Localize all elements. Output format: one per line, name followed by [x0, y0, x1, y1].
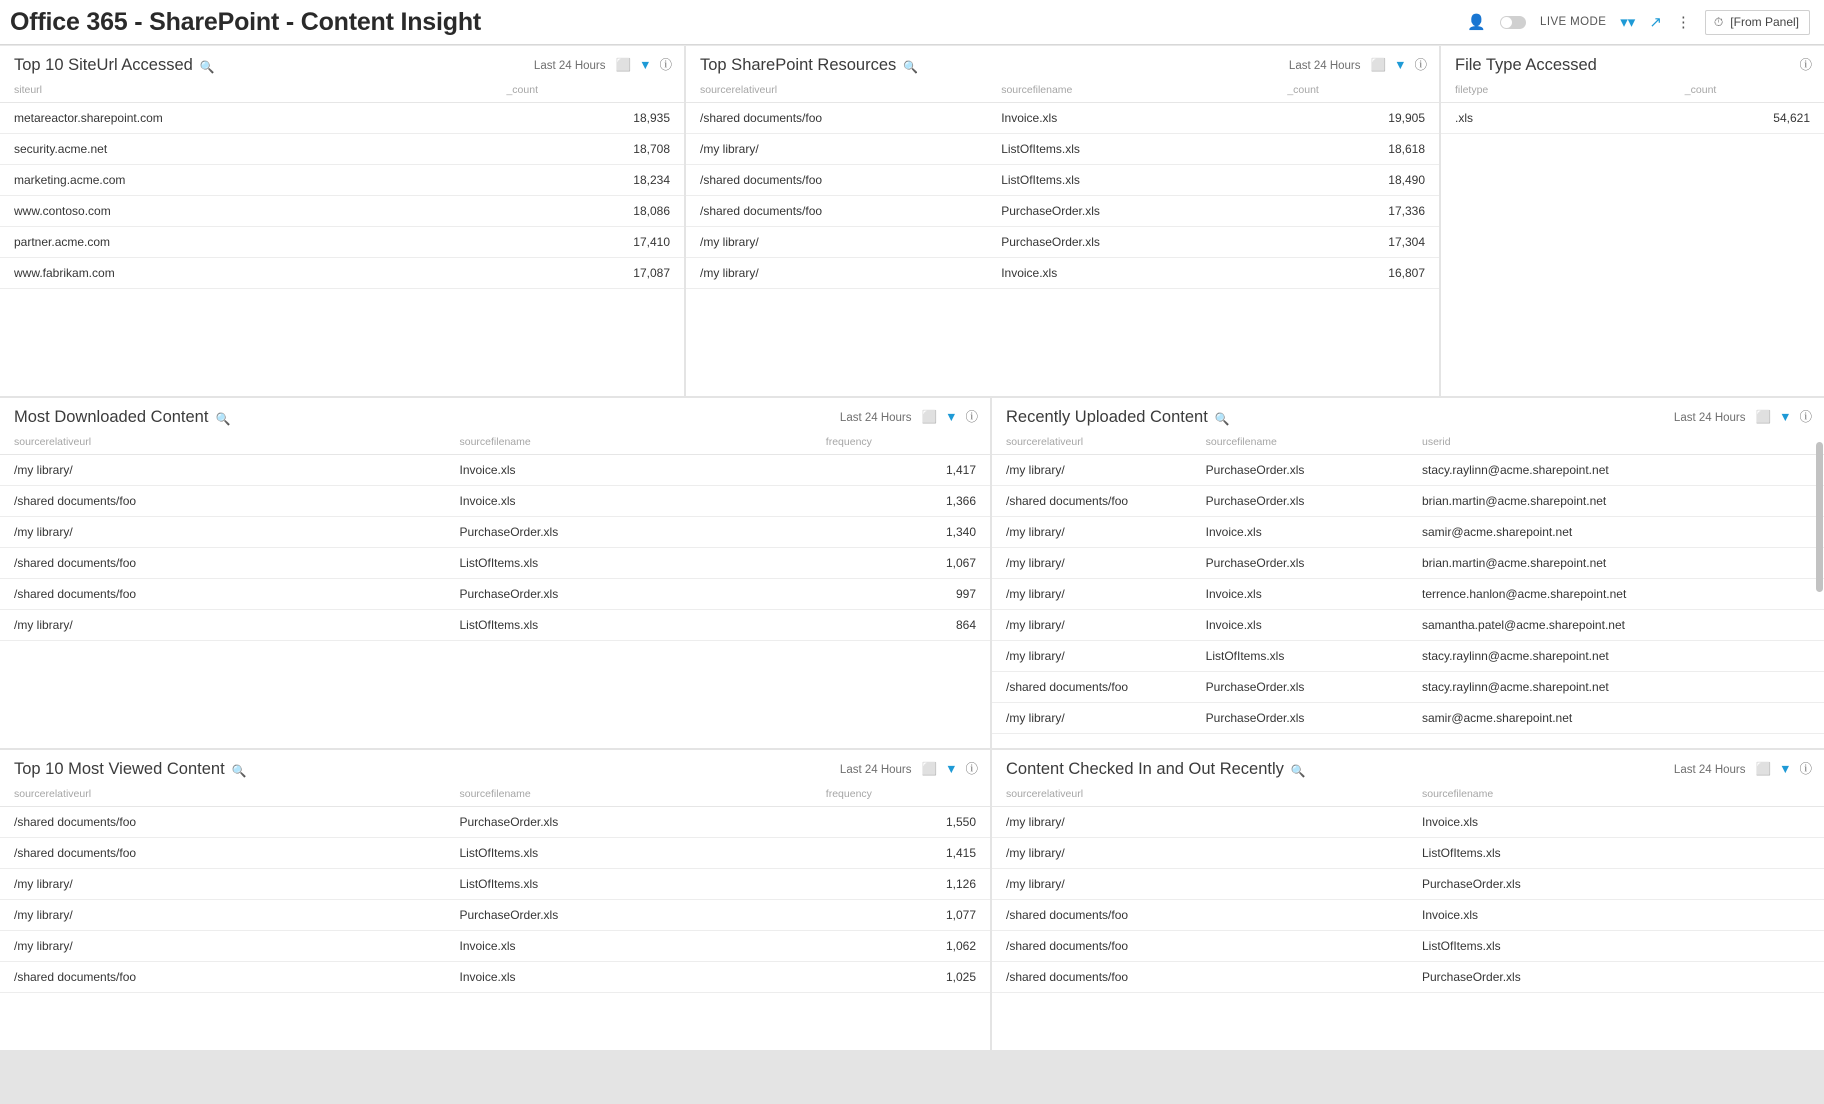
- column-header-sourcefilename[interactable]: sourcefilename: [1192, 433, 1408, 455]
- panel-header: [0, 750, 990, 785]
- most-viewed-table: [0, 785, 990, 993]
- search-icon[interactable]: 🔍: [1214, 411, 1230, 426]
- cell-userid: terrence.hanlon@acme.sharepoint.net: [1408, 579, 1824, 610]
- cell-userid: brian.martin@acme.sharepoint.net: [1408, 486, 1824, 517]
- table-header-row: [0, 785, 990, 807]
- cell-frequency: 1,025: [812, 962, 990, 993]
- table-row[interactable]: [992, 931, 1824, 962]
- cell-count: 18,234: [492, 165, 684, 196]
- table-row[interactable]: [0, 610, 990, 641]
- panel-header-actions: [1674, 763, 1812, 776]
- most-downloaded-table: [0, 433, 990, 641]
- cell-url: /my library/: [992, 869, 1408, 900]
- column-header-filetype[interactable]: filetype: [1441, 81, 1671, 103]
- table-row[interactable]: [686, 196, 1439, 227]
- column-header-count[interactable]: _count: [492, 81, 684, 103]
- cell-count: 17,336: [1273, 196, 1439, 227]
- panel-title: Recently Uploaded Content: [1006, 408, 1208, 426]
- cell-frequency: 1,550: [812, 807, 990, 838]
- table-row[interactable]: [0, 258, 684, 289]
- cell-filename: PurchaseOrder.xls: [446, 900, 812, 931]
- open-in-new-icon[interactable]: ⬜: [921, 410, 938, 425]
- cell-siteurl: marketing.acme.com: [0, 165, 492, 196]
- cell-filename: Invoice.xls: [446, 455, 812, 486]
- table-row[interactable]: [992, 962, 1824, 993]
- cell-url: /shared documents/foo: [0, 962, 446, 993]
- panel-header-actions: [840, 411, 978, 424]
- open-in-new-icon[interactable]: ⬜: [921, 762, 938, 777]
- table-row[interactable]: [686, 103, 1439, 134]
- cell-filename: PurchaseOrder.xls: [987, 196, 1273, 227]
- cell-filename: ListOfItems.xls: [987, 134, 1273, 165]
- cell-filetype: .xls: [1441, 103, 1671, 134]
- cell-siteurl: metareactor.sharepoint.com: [0, 103, 492, 134]
- cell-filename: ListOfItems.xls: [446, 610, 812, 641]
- cell-url: /my library/: [992, 548, 1192, 579]
- panel-timerange: Last 24 Hours: [839, 411, 912, 424]
- search-icon[interactable]: 🔍: [903, 59, 919, 74]
- cell-frequency: 1,067: [812, 548, 990, 579]
- cell-url: /my library/: [992, 838, 1408, 869]
- cell-filename: Invoice.xls: [446, 931, 812, 962]
- live-mode-label: LIVE MODE: [1540, 16, 1607, 28]
- cell-url: /my library/: [992, 641, 1192, 672]
- filter-icon[interactable]: ▼: [945, 410, 958, 425]
- cell-url: /shared documents/foo: [992, 672, 1192, 703]
- cell-frequency: 1,062: [812, 931, 990, 962]
- panel-title: Most Downloaded Content: [14, 408, 209, 426]
- info-icon[interactable]: ⓘ: [1799, 410, 1812, 425]
- resources-table: [686, 81, 1439, 289]
- panel-title: Top SharePoint Resources: [700, 56, 897, 74]
- cell-filename: Invoice.xls: [1192, 517, 1408, 548]
- panel-header: [992, 750, 1824, 785]
- cell-filename: PurchaseOrder.xls: [1192, 548, 1408, 579]
- cell-filename: PurchaseOrder.xls: [446, 579, 812, 610]
- search-icon[interactable]: 🔍: [215, 411, 231, 426]
- cell-filename: ListOfItems.xls: [446, 548, 812, 579]
- cell-url: /shared documents/foo: [992, 486, 1192, 517]
- filetype-table: [1441, 81, 1824, 134]
- cell-filename: Invoice.xls: [1408, 900, 1824, 931]
- table-header-row: [1441, 81, 1824, 103]
- cell-filename: PurchaseOrder.xls: [1192, 455, 1408, 486]
- filter-icon[interactable]: ▼: [1779, 410, 1792, 425]
- cell-url: /my library/: [992, 807, 1408, 838]
- cell-url: /my library/: [992, 579, 1192, 610]
- panel-header: [686, 46, 1439, 81]
- cell-filename: Invoice.xls: [987, 258, 1273, 289]
- page-title: Office 365 - SharePoint - Content Insight: [10, 7, 482, 36]
- top-bar-actions: [1467, 10, 1810, 35]
- cell-siteurl: partner.acme.com: [0, 227, 492, 258]
- panel-header: [1441, 46, 1824, 81]
- filter-icon[interactable]: ▼: [945, 762, 958, 777]
- panel-most-downloaded-content: [0, 398, 990, 748]
- filter-icon[interactable]: ▾▾: [1620, 13, 1636, 31]
- cell-url: /shared documents/foo: [0, 486, 446, 517]
- panel-most-viewed-content: [0, 750, 990, 1050]
- clock-icon: ⏱: [1713, 14, 1724, 29]
- column-header-sourcerelativeurl[interactable]: sourcerelativeurl: [0, 785, 446, 807]
- cell-userid: stacy.raylinn@acme.sharepoint.net: [1408, 672, 1824, 703]
- cell-userid: samir@acme.sharepoint.net: [1408, 517, 1824, 548]
- cell-filename: PurchaseOrder.xls: [1408, 869, 1824, 900]
- table-row[interactable]: [992, 838, 1824, 869]
- panel-top-siteurl-accessed: [0, 46, 684, 396]
- table-row[interactable]: [0, 548, 990, 579]
- cell-url: /shared documents/foo: [0, 838, 446, 869]
- cell-url: /shared documents/foo: [992, 931, 1408, 962]
- column-header-count[interactable]: _count: [1671, 81, 1824, 103]
- panel-timerange: Last 24 Hours: [533, 59, 606, 72]
- column-header-frequency[interactable]: frequency: [812, 785, 990, 807]
- panel-header-actions: [1799, 59, 1812, 72]
- cell-url: /my library/: [686, 134, 987, 165]
- time-range-selector[interactable]: [1705, 10, 1810, 35]
- cell-url: /shared documents/foo: [992, 900, 1408, 931]
- column-header-frequency[interactable]: frequency: [812, 433, 990, 455]
- cell-count: 18,708: [492, 134, 684, 165]
- panel-title: Content Checked In and Out Recently: [1006, 760, 1284, 778]
- panel-timerange: Last 24 Hours: [1673, 763, 1746, 776]
- cell-filename: Invoice.xls: [446, 486, 812, 517]
- table-row[interactable]: [992, 672, 1824, 703]
- cell-url: /shared documents/foo: [992, 962, 1408, 993]
- table-row[interactable]: [992, 900, 1824, 931]
- column-header-sourcefilename[interactable]: sourcefilename: [446, 785, 812, 807]
- checked-in-out-table: [992, 785, 1824, 993]
- cell-filename: PurchaseOrder.xls: [446, 807, 812, 838]
- cell-url: /shared documents/foo: [0, 807, 446, 838]
- cell-filename: PurchaseOrder.xls: [1192, 703, 1408, 734]
- cell-count: 18,618: [1273, 134, 1439, 165]
- dashboard: [0, 46, 1824, 1104]
- info-icon[interactable]: ⓘ: [659, 58, 672, 73]
- scrollbar-thumb[interactable]: [1816, 442, 1823, 592]
- cell-url: /my library/: [686, 227, 987, 258]
- cell-filename: Invoice.xls: [1408, 807, 1824, 838]
- open-in-new-icon[interactable]: ⬜: [1755, 762, 1772, 777]
- cell-count: 19,905: [1273, 103, 1439, 134]
- cell-url: /shared documents/foo: [686, 103, 987, 134]
- cell-count: 54,621: [1671, 103, 1824, 134]
- cell-filename: Invoice.xls: [1192, 610, 1408, 641]
- cell-filename: PurchaseOrder.xls: [987, 227, 1273, 258]
- table-row[interactable]: [992, 641, 1824, 672]
- cell-url: /my library/: [0, 455, 446, 486]
- table-row[interactable]: [0, 196, 684, 227]
- filter-icon[interactable]: ▼: [1394, 58, 1407, 73]
- column-header-siteurl[interactable]: siteurl: [0, 81, 492, 103]
- cell-userid: stacy.raylinn@acme.sharepoint.net: [1408, 641, 1824, 672]
- panel-header-actions: [534, 59, 672, 72]
- column-header-count[interactable]: _count: [1273, 81, 1439, 103]
- dashboard-row-1: [0, 46, 1824, 396]
- table-row[interactable]: [0, 227, 684, 258]
- cell-filename: ListOfItems.xls: [446, 869, 812, 900]
- column-header-sourcefilename[interactable]: sourcefilename: [446, 433, 812, 455]
- cell-url: /shared documents/foo: [686, 165, 987, 196]
- open-in-new-icon[interactable]: ⬜: [1370, 58, 1387, 73]
- column-header-userid[interactable]: userid: [1408, 433, 1824, 455]
- table-row[interactable]: [0, 517, 990, 548]
- panel-file-type-accessed: [1441, 46, 1824, 396]
- table-row[interactable]: [0, 579, 990, 610]
- table-row[interactable]: [686, 227, 1439, 258]
- cell-count: 18,935: [492, 103, 684, 134]
- search-icon[interactable]: 🔍: [199, 59, 215, 74]
- panel-header: [0, 46, 684, 81]
- cell-frequency: 1,077: [812, 900, 990, 931]
- cell-filename: PurchaseOrder.xls: [1192, 672, 1408, 703]
- table-row[interactable]: [0, 165, 684, 196]
- panel-content-checked-in-out: [992, 750, 1824, 1050]
- cell-url: /my library/: [992, 610, 1192, 641]
- cell-userid: samantha.patel@acme.sharepoint.net: [1408, 610, 1824, 641]
- cell-filename: ListOfItems.xls: [1192, 641, 1408, 672]
- panel-header-actions: [840, 763, 978, 776]
- filter-icon[interactable]: ▼: [639, 58, 652, 73]
- table-row[interactable]: [0, 807, 990, 838]
- open-in-new-icon[interactable]: ⬜: [615, 58, 632, 73]
- table-row[interactable]: [992, 610, 1824, 641]
- cell-filename: PurchaseOrder.xls: [1192, 486, 1408, 517]
- cell-count: 16,807: [1273, 258, 1439, 289]
- panel-title: Top 10 SiteUrl Accessed: [14, 56, 193, 74]
- table-header-row: [992, 433, 1824, 455]
- column-header-sourcefilename[interactable]: sourcefilename: [1408, 785, 1824, 807]
- more-vertical-icon[interactable]: ⋮: [1675, 13, 1691, 31]
- panel-title: Top 10 Most Viewed Content: [14, 760, 225, 778]
- table-row[interactable]: [0, 455, 990, 486]
- panel-timerange: Last 24 Hours: [1673, 411, 1746, 424]
- table-row[interactable]: [992, 703, 1824, 734]
- cell-count: 17,087: [492, 258, 684, 289]
- cell-userid: brian.martin@acme.sharepoint.net: [1408, 548, 1824, 579]
- panel-top-sharepoint-resources: [686, 46, 1439, 396]
- cell-url: /my library/: [992, 517, 1192, 548]
- panel-header-actions: [1289, 59, 1427, 72]
- cell-siteurl: www.fabrikam.com: [0, 258, 492, 289]
- table-row[interactable]: [992, 579, 1824, 610]
- cell-userid: samir@acme.sharepoint.net: [1408, 703, 1824, 734]
- cell-frequency: 1,366: [812, 486, 990, 517]
- table-header-row: [992, 785, 1824, 807]
- recently-uploaded-table: [992, 433, 1824, 734]
- cell-url: /shared documents/foo: [686, 196, 987, 227]
- column-header-sourcerelativeurl[interactable]: sourcerelativeurl: [992, 785, 1408, 807]
- table-row[interactable]: [0, 962, 990, 993]
- cell-frequency: 1,126: [812, 869, 990, 900]
- cell-frequency: 997: [812, 579, 990, 610]
- cell-filename: ListOfItems.xls: [987, 165, 1273, 196]
- table-row[interactable]: [992, 807, 1824, 838]
- cell-userid: stacy.raylinn@acme.sharepoint.net: [1408, 455, 1824, 486]
- live-mode-toggle[interactable]: [1500, 16, 1526, 29]
- panel-title: File Type Accessed: [1455, 56, 1597, 74]
- cell-url: /my library/: [0, 900, 446, 931]
- open-in-new-icon[interactable]: ⬜: [1755, 410, 1772, 425]
- cell-url: /my library/: [686, 258, 987, 289]
- table-header-row: [686, 81, 1439, 103]
- panel-recently-uploaded-content: [992, 398, 1824, 748]
- cell-filename: Invoice.xls: [1192, 579, 1408, 610]
- cell-filename: ListOfItems.xls: [1408, 838, 1824, 869]
- cell-url: /shared documents/foo: [0, 579, 446, 610]
- cell-count: 17,410: [492, 227, 684, 258]
- cell-siteurl: security.acme.net: [0, 134, 492, 165]
- user-icon[interactable]: 👤: [1467, 13, 1487, 31]
- panel-header: [992, 398, 1824, 433]
- table-row[interactable]: [686, 134, 1439, 165]
- info-icon[interactable]: ⓘ: [965, 762, 978, 777]
- panel-header: [0, 398, 990, 433]
- cell-frequency: 864: [812, 610, 990, 641]
- cell-frequency: 1,415: [812, 838, 990, 869]
- column-header-sourcerelativeurl[interactable]: sourcerelativeurl: [0, 433, 446, 455]
- cell-url: /my library/: [0, 610, 446, 641]
- cell-filename: Invoice.xls: [987, 103, 1273, 134]
- column-header-sourcefilename[interactable]: sourcefilename: [987, 81, 1273, 103]
- share-icon[interactable]: ↗: [1649, 13, 1662, 31]
- cell-siteurl: www.contoso.com: [0, 196, 492, 227]
- table-row[interactable]: [686, 258, 1439, 289]
- table-row[interactable]: [0, 838, 990, 869]
- cell-filename: Invoice.xls: [446, 962, 812, 993]
- info-icon[interactable]: ⓘ: [1799, 762, 1812, 777]
- column-header-sourcerelativeurl[interactable]: sourcerelativeurl: [992, 433, 1192, 455]
- table-header-row: [0, 81, 684, 103]
- cell-url: /shared documents/foo: [0, 548, 446, 579]
- cell-count: 17,304: [1273, 227, 1439, 258]
- info-icon[interactable]: ⓘ: [1414, 58, 1427, 73]
- table-row[interactable]: [0, 900, 990, 931]
- panel-scrollbar[interactable]: [1816, 442, 1823, 742]
- search-icon[interactable]: 🔍: [231, 763, 247, 778]
- column-header-sourcerelativeurl[interactable]: sourcerelativeurl: [686, 81, 987, 103]
- top-bar: [0, 0, 1824, 45]
- cell-frequency: 1,417: [812, 455, 990, 486]
- time-range-label: [From Panel]: [1730, 15, 1799, 29]
- search-icon[interactable]: 🔍: [1290, 763, 1306, 778]
- table-row[interactable]: [1441, 103, 1824, 134]
- table-row[interactable]: [992, 517, 1824, 548]
- panel-timerange: Last 24 Hours: [839, 763, 912, 776]
- cell-url: /my library/: [992, 455, 1192, 486]
- filter-icon[interactable]: ▼: [1779, 762, 1792, 777]
- panel-header-actions: [1674, 411, 1812, 424]
- siteurl-table: [0, 81, 684, 289]
- table-row[interactable]: [0, 486, 990, 517]
- cell-filename: PurchaseOrder.xls: [1408, 962, 1824, 993]
- cell-filename: ListOfItems.xls: [1408, 931, 1824, 962]
- info-icon[interactable]: ⓘ: [965, 410, 978, 425]
- cell-url: /my library/: [0, 869, 446, 900]
- table-row[interactable]: [686, 165, 1439, 196]
- table-row[interactable]: [992, 455, 1824, 486]
- dashboard-row-2: [0, 398, 1824, 748]
- cell-count: 18,490: [1273, 165, 1439, 196]
- cell-url: /my library/: [992, 703, 1192, 734]
- dashboard-row-3: [0, 750, 1824, 1050]
- cell-url: /my library/: [0, 931, 446, 962]
- cell-count: 18,086: [492, 196, 684, 227]
- table-row[interactable]: [992, 548, 1824, 579]
- table-row[interactable]: [992, 869, 1824, 900]
- info-icon[interactable]: ⓘ: [1799, 58, 1812, 73]
- cell-frequency: 1,340: [812, 517, 990, 548]
- panel-timerange: Last 24 Hours: [1288, 59, 1361, 72]
- cell-filename: PurchaseOrder.xls: [446, 517, 812, 548]
- table-row[interactable]: [0, 134, 684, 165]
- cell-url: /my library/: [0, 517, 446, 548]
- table-header-row: [0, 433, 990, 455]
- table-row[interactable]: [0, 103, 684, 134]
- table-row[interactable]: [992, 486, 1824, 517]
- table-row[interactable]: [0, 869, 990, 900]
- table-row[interactable]: [0, 931, 990, 962]
- cell-filename: ListOfItems.xls: [446, 838, 812, 869]
